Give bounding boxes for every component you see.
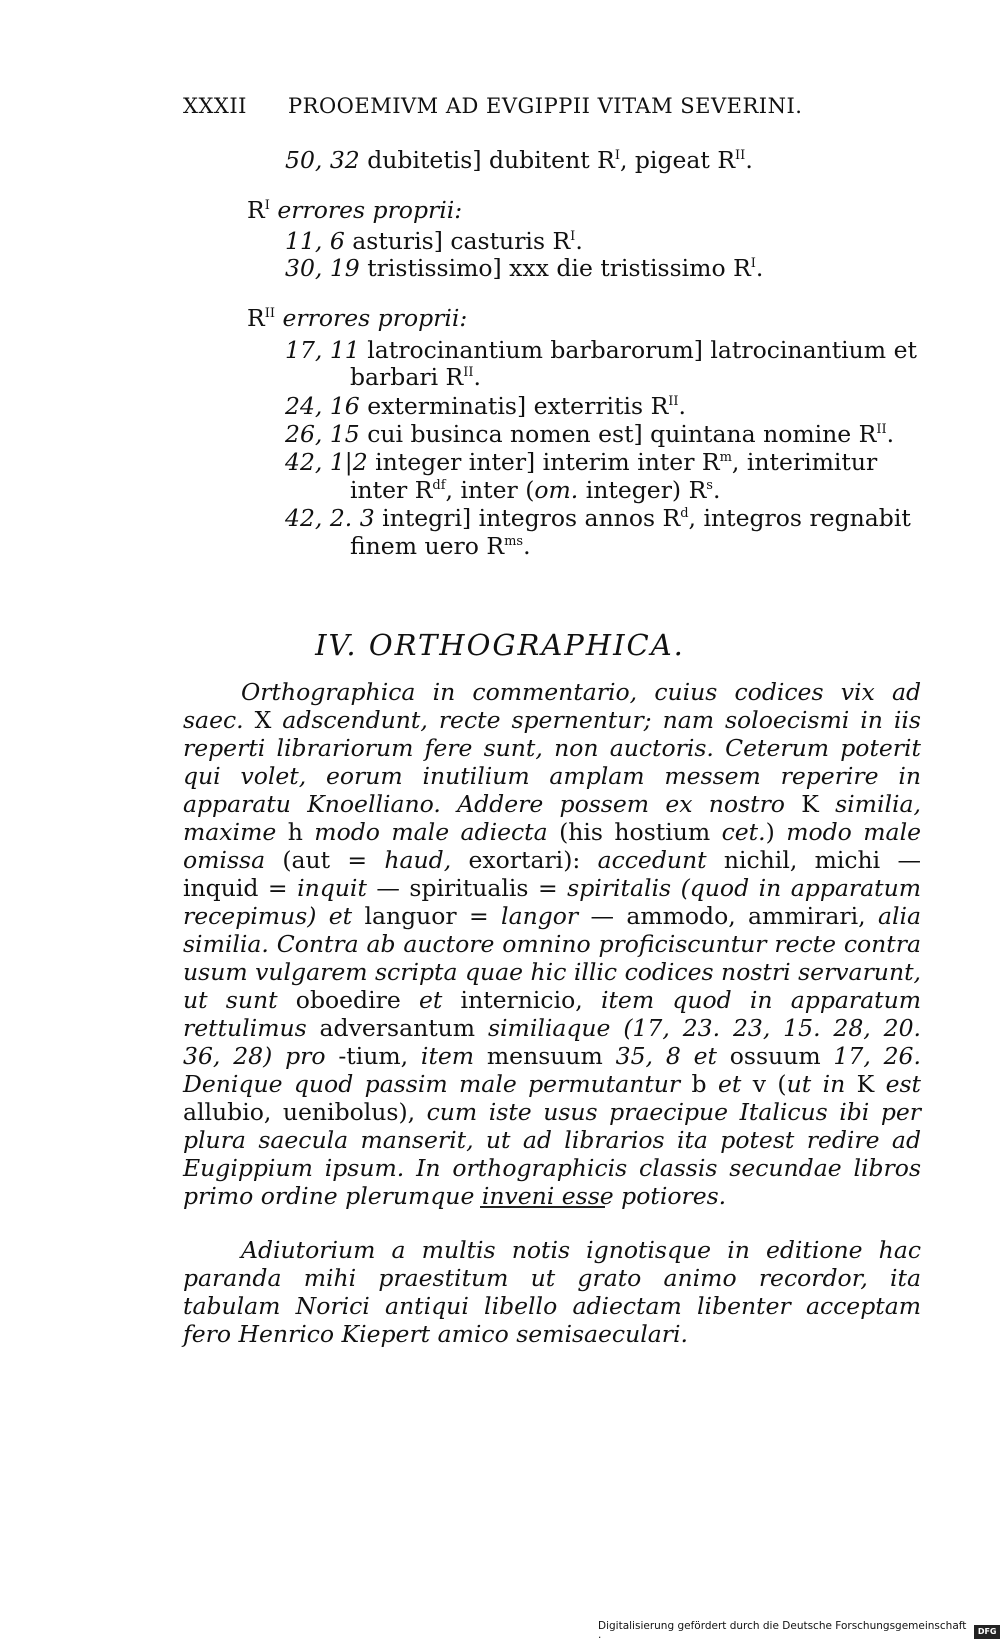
para-span: mensuum bbox=[474, 1042, 616, 1070]
para-span: exortari): bbox=[451, 846, 598, 874]
entry-ref: 17, 11 bbox=[285, 336, 360, 364]
siglum-sup: d bbox=[680, 506, 689, 522]
apparatus-entry bbox=[285, 504, 911, 532]
entry-text: , interimitur bbox=[731, 448, 878, 476]
apparatus-entry bbox=[285, 336, 917, 364]
siglum-sup: II bbox=[264, 306, 275, 322]
para-span: modo male adiecta bbox=[302, 818, 560, 846]
para-span: ut in bbox=[786, 1070, 846, 1098]
entry-text: dubitetis] dubitent R bbox=[367, 146, 615, 174]
apparatus-entry-continuation: finem uero $R^{ms}$. bbox=[350, 532, 531, 560]
para-span: cet. bbox=[721, 818, 766, 846]
para-span: et bbox=[418, 986, 443, 1014]
para-span: K bbox=[801, 790, 819, 818]
para-span: h bbox=[287, 818, 303, 846]
para-span: adversantum bbox=[306, 1014, 488, 1042]
siglum-sup: ms bbox=[504, 534, 524, 550]
entry-ref: 42, 2. 3 bbox=[285, 504, 375, 532]
para-span: nichil, michi — inquid = bbox=[183, 846, 921, 902]
siglum-sup: II bbox=[668, 394, 679, 410]
siglum-sup: II bbox=[463, 365, 474, 381]
para-span: alia similia. Contra ab auctore omnino proficiscuntur recte contra usum vulgarem scripta quae hic illic codices nostri servarunt, ut sunt bbox=[183, 902, 921, 1014]
footer-credit bbox=[598, 1621, 1000, 1642]
dfg-logo-icon: DFG bbox=[974, 1625, 1000, 1639]
entry-text: inter R bbox=[350, 476, 433, 504]
footer-text: Digitalisierung gefördert durch die Deutsche Forschungsgemeinschaft · bbox=[598, 1619, 967, 1644]
para-span: v ( bbox=[741, 1070, 787, 1098]
para-span: cum iste usus praecipue Italicus ibi per plura saecula manserit, ut ad librarios ita potest redire ad Eugippium ipsum. In orthographicis classis secundae libros primo ordine plerumque inveni esse potiores. bbox=[183, 1098, 922, 1210]
para-span: (aut = bbox=[282, 846, 385, 874]
para-span: item bbox=[420, 1042, 475, 1070]
entry-text: , inter ( bbox=[445, 476, 535, 504]
para-span: accedunt bbox=[597, 846, 707, 874]
apparatus-entry bbox=[285, 448, 877, 476]
siglum-sup: I bbox=[264, 198, 270, 214]
siglum-sup: II bbox=[876, 422, 887, 438]
para-span: — ammodo, ammirari, bbox=[578, 902, 878, 930]
para-span: -tium, bbox=[325, 1042, 421, 1070]
entry-text: finem uero R bbox=[350, 532, 505, 560]
para-span: et bbox=[717, 1070, 742, 1098]
entry-ref: 26, 15 bbox=[285, 420, 360, 448]
entry-end: . bbox=[745, 146, 753, 174]
para-span: similia, maxime bbox=[183, 790, 921, 846]
entry-text: latrocinantium barbarorum] latrocinantium et bbox=[367, 336, 917, 364]
para-span: item quod in apparatum rettulimus bbox=[183, 986, 921, 1042]
entry-ref: 24, 16 bbox=[285, 392, 360, 420]
siglum: R bbox=[247, 196, 265, 224]
entry-text: , integros regnabit bbox=[688, 504, 911, 532]
entry-text: integer inter] interim inter R bbox=[375, 448, 720, 476]
para-span: languor = bbox=[352, 902, 502, 930]
siglum-sup: m bbox=[719, 450, 732, 466]
siglum-sup: s bbox=[706, 478, 713, 494]
para-span: ) bbox=[765, 818, 775, 846]
para-span: 35, 8 et bbox=[615, 1042, 717, 1070]
para-span: oboedire bbox=[277, 986, 419, 1014]
para-span: langor bbox=[501, 902, 579, 930]
para-span: modo male omissa bbox=[183, 818, 921, 874]
para-span: Orthographica in commentario, cuius codices vix ad saec. bbox=[183, 678, 921, 734]
para-span: adscendunt, recte spernentur; nam soloecismi in iis reperti librariorum fere sunt, non auctoris. Ceterum poterit qui volet, eorum inutilium amplam messem reperire in apparatu Knoelliano. Addere possem ex nostro bbox=[183, 706, 921, 818]
siglum: R bbox=[247, 304, 265, 332]
entry-text: , pigeat R bbox=[619, 146, 736, 174]
paragraph-orthographica bbox=[183, 678, 921, 1210]
siglum-sup: I bbox=[750, 256, 756, 272]
group-label: errores proprii: bbox=[277, 196, 463, 224]
para-span: X bbox=[254, 706, 272, 734]
para-span: 17, 26. Denique quod passim male permutantur bbox=[183, 1042, 921, 1098]
para-span: spiritalis (quod in apparatum recepimus) et bbox=[183, 874, 921, 930]
apparatus-entry: 24, 16 exterminatis] exterritis $R^{II}$. bbox=[285, 392, 687, 420]
para-span: similiaque (17, 23. 23, 15. 28, 20. 36, 28) pro bbox=[183, 1014, 922, 1070]
section-divider bbox=[480, 1206, 605, 1208]
running-title: PROOEMIVM AD EVGIPPII VITAM SEVERINI. bbox=[288, 94, 803, 118]
para-span: K bbox=[845, 1070, 886, 1098]
entry-ref: 11, 6 bbox=[285, 227, 345, 255]
para-span: ossuum bbox=[716, 1042, 834, 1070]
entry-ref: 50, 32 bbox=[285, 146, 360, 174]
para-span: internicio, bbox=[442, 986, 601, 1014]
group-label: errores proprii: bbox=[282, 304, 468, 332]
siglum-sup: I bbox=[570, 229, 576, 245]
page-number: XXXII bbox=[183, 94, 247, 118]
section-title: IV. ORTHOGRAPHICA. bbox=[315, 628, 685, 662]
entry-abbrev: om. bbox=[534, 476, 579, 504]
para-span: (his hostium bbox=[559, 818, 722, 846]
para-span: haud, bbox=[384, 846, 452, 874]
para-span: inquit bbox=[297, 874, 367, 902]
entry-text: exterminatis] exterritis R bbox=[367, 392, 669, 420]
siglum-sup: II bbox=[735, 148, 746, 164]
apparatus-entry bbox=[285, 146, 753, 174]
group-heading-r1 bbox=[247, 196, 462, 224]
paragraph-acknowledgement: Adiutorium a multis notis ignotisque in editione hac paranda mihi praestitum ut grato animo recordor, ita tabulam Norici antiqui libello adiectam libenter acceptam fero Henrico Kiepert amico semisaeculari. bbox=[183, 1236, 921, 1348]
apparatus-entry bbox=[285, 227, 583, 255]
apparatus-entry: 26, 15 cui businca nomen est] quintana nomine $R^{II}$. bbox=[285, 420, 895, 448]
entry-text: asturis] casturis R bbox=[352, 227, 571, 255]
apparatus-entry-continuation: barbari $R^{II}$. bbox=[350, 363, 482, 391]
para-span: allubio, uenibolus), bbox=[183, 1098, 427, 1126]
running-head bbox=[183, 94, 823, 118]
entry-ref: 42, 1|2 bbox=[285, 448, 368, 476]
para-span: b bbox=[680, 1070, 718, 1098]
entry-text: integri] integros annos R bbox=[382, 504, 681, 532]
entry-end: . bbox=[575, 227, 583, 255]
entry-text: barbari R bbox=[350, 363, 464, 391]
siglum-sup: df bbox=[432, 478, 446, 494]
entry-ref: 30, 19 bbox=[285, 254, 360, 282]
siglum-sup: I bbox=[614, 148, 620, 164]
entry-text: integer) R bbox=[578, 476, 707, 504]
group-heading-r2 bbox=[247, 304, 467, 332]
entry-end: . bbox=[755, 254, 764, 282]
para-span: — spiritualis = bbox=[366, 874, 568, 902]
apparatus-entry-continuation: inter $R^{df}$, inter (om. integer) $R^s$. bbox=[350, 476, 721, 504]
entry-text: cui businca nomen est] quintana nomine R bbox=[367, 420, 877, 448]
entry-text: tristissimo] xxx die tristissimo R bbox=[367, 254, 751, 282]
apparatus-entry bbox=[285, 254, 763, 282]
para-span: est bbox=[885, 1070, 922, 1098]
